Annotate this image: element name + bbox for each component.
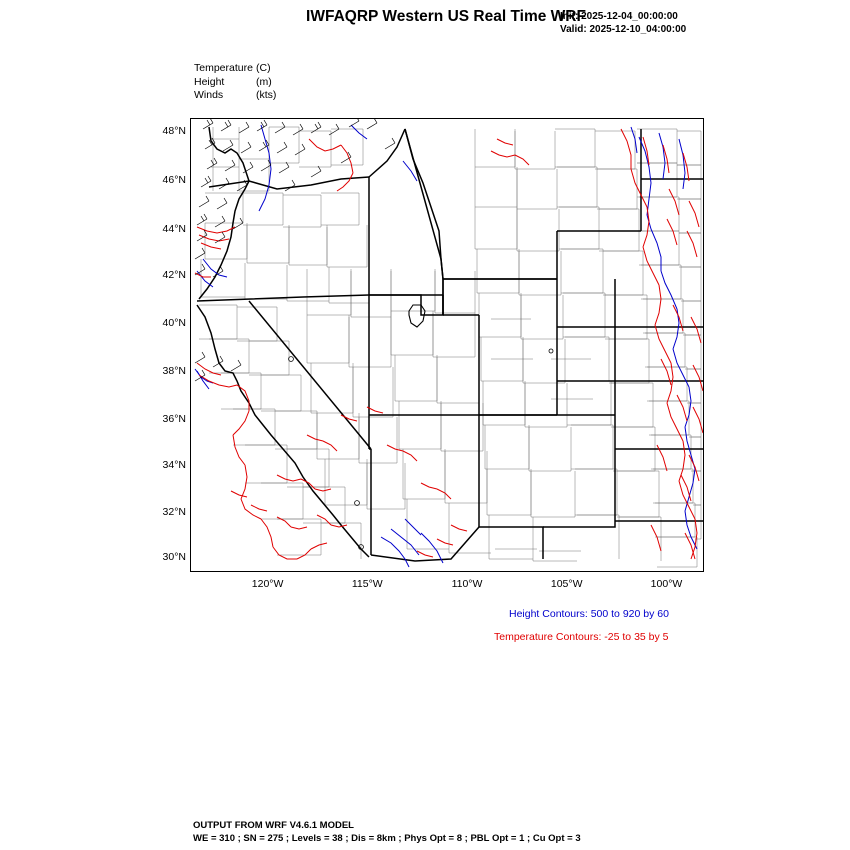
map-canvas — [191, 119, 703, 571]
valid-time: Valid: 2025-12-10_04:00:00 — [560, 24, 687, 35]
lat-tick: 38°N — [162, 365, 186, 378]
lat-tick: 48°N — [162, 124, 186, 137]
county-lines — [199, 127, 701, 567]
init-time: Init: 2025-12-04_00:00:00 — [560, 11, 678, 22]
wind-barbs — [195, 119, 395, 381]
legend-row-height — [194, 76, 276, 90]
state-borders — [197, 127, 703, 561]
lat-tick: 34°N — [162, 459, 186, 472]
legend-row-winds — [194, 89, 276, 103]
variable-legend — [194, 62, 276, 103]
footer-line-1: OUTPUT FROM WRF V4.6.1 MODEL — [193, 820, 354, 831]
lat-tick: 46°N — [162, 173, 186, 186]
longitude-axis — [190, 578, 704, 596]
legend-units-temperature: (C) — [256, 62, 271, 74]
lat-tick: 36°N — [162, 412, 186, 425]
lat-tick: 44°N — [162, 222, 186, 235]
lon-tick: 105°W — [550, 578, 583, 590]
model-output-footer — [193, 820, 581, 845]
latitude-axis — [130, 118, 186, 572]
legend-label-winds: Winds — [194, 89, 224, 101]
lon-tick: 115°W — [351, 578, 383, 590]
init-valid-block — [560, 10, 686, 36]
lat-tick: 40°N — [162, 317, 186, 330]
legend-label-temperature: Temperature — [194, 62, 253, 74]
legend-units-height: (m) — [256, 75, 272, 88]
temperature-contours-note: Temperature Contours: -25 to 35 by 5 — [494, 631, 669, 643]
map-plot-area[interactable] — [190, 118, 704, 572]
footer-line-2: WE = 310 ; SN = 275 ; Levels = 38 ; Dis = 8km ; Phys Opt = 8 ; PBL Opt = 1 ; Cu Opt = 3 — [193, 832, 581, 844]
legend-row-temperature — [194, 62, 276, 76]
lat-tick: 32°N — [162, 505, 186, 518]
lon-tick: 110°W — [451, 578, 483, 590]
lat-tick: 30°N — [162, 551, 186, 563]
legend-units-winds: (kts) — [256, 89, 277, 101]
height-contours — [195, 125, 697, 567]
lon-tick: 120°W — [251, 578, 284, 590]
page-title: IWFAQRP Western US Real Time WRF — [306, 8, 586, 25]
lat-tick: 42°N — [162, 268, 186, 281]
height-contours-note: Height Contours: 500 to 920 by 60 — [509, 608, 669, 620]
legend-label-height: Height — [194, 75, 225, 88]
lon-tick: 100°W — [650, 578, 683, 590]
temperature-contours — [195, 129, 703, 559]
